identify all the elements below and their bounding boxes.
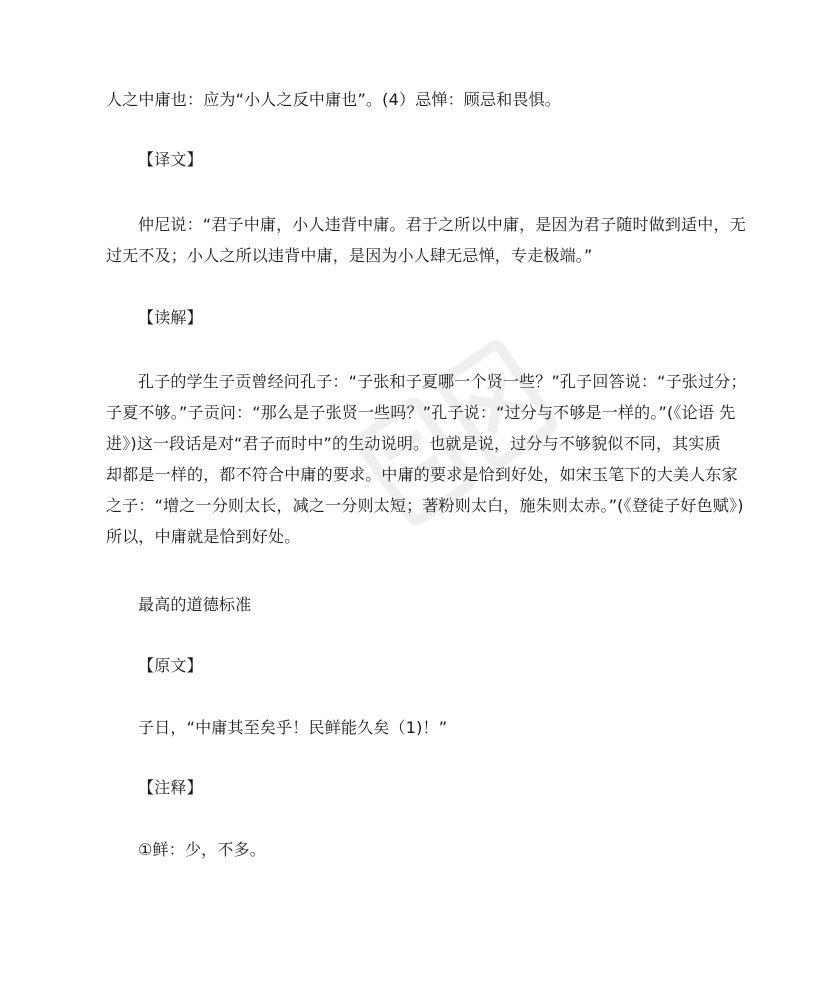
heading-reading: 【读解】 [138, 308, 203, 327]
reading-line: 孔子的学生子贡曾经问孔子：“子张和子夏哪一个贤一些？”孔子回答说：“子张过分； [138, 372, 747, 391]
intro-line: 人之中庸也：应为“小人之反中庸也”。(4）忌惮：顾忌和畏惧。 [106, 90, 562, 109]
translation-line: 过无不及；小人之所以违背中庸，是因为小人肆无忌惮，专走极端。” [106, 246, 593, 265]
translation-line: 仲尼说：“君子中庸，小人违背中庸。君于之所以中庸，是因为君子随时做到适中，无 [138, 215, 746, 234]
reading-line: 进》)这一段话是对“君子而时中”的生动说明。也就是说，过分与不够貌似不同，其实质 [106, 434, 721, 453]
heading-notes: 【注释】 [138, 778, 203, 797]
section-title: 最高的道德标准 [138, 595, 252, 614]
reading-paragraph [106, 366, 747, 552]
heading-translation: 【译文】 [138, 150, 203, 169]
heading-original: 【原文】 [138, 656, 203, 675]
original-line: 子日，“中庸其至矣乎！民鲜能久矣（1)！” [138, 718, 448, 737]
translation-paragraph [106, 209, 746, 271]
note-line: ①鲜：少，不多。 [138, 840, 266, 859]
reading-line: 子夏不够。”子贡问：“那么是子张贤一些吗？”孔子说：“过分与不够是一样的。”(《论语 先 [106, 403, 736, 422]
reading-line: 之子：“增之一分则太长，减之一分则太短；著粉则太白，施朱则太赤。”(《登徒子好色赋》) [106, 496, 744, 515]
reading-line: 却都是一样的，都不符合中庸的要求。中庸的要求是恰到好处，如宋玉笔下的大美人东家 [106, 465, 738, 484]
reading-line: 所以，中庸就是恰到好处。 [106, 527, 301, 546]
